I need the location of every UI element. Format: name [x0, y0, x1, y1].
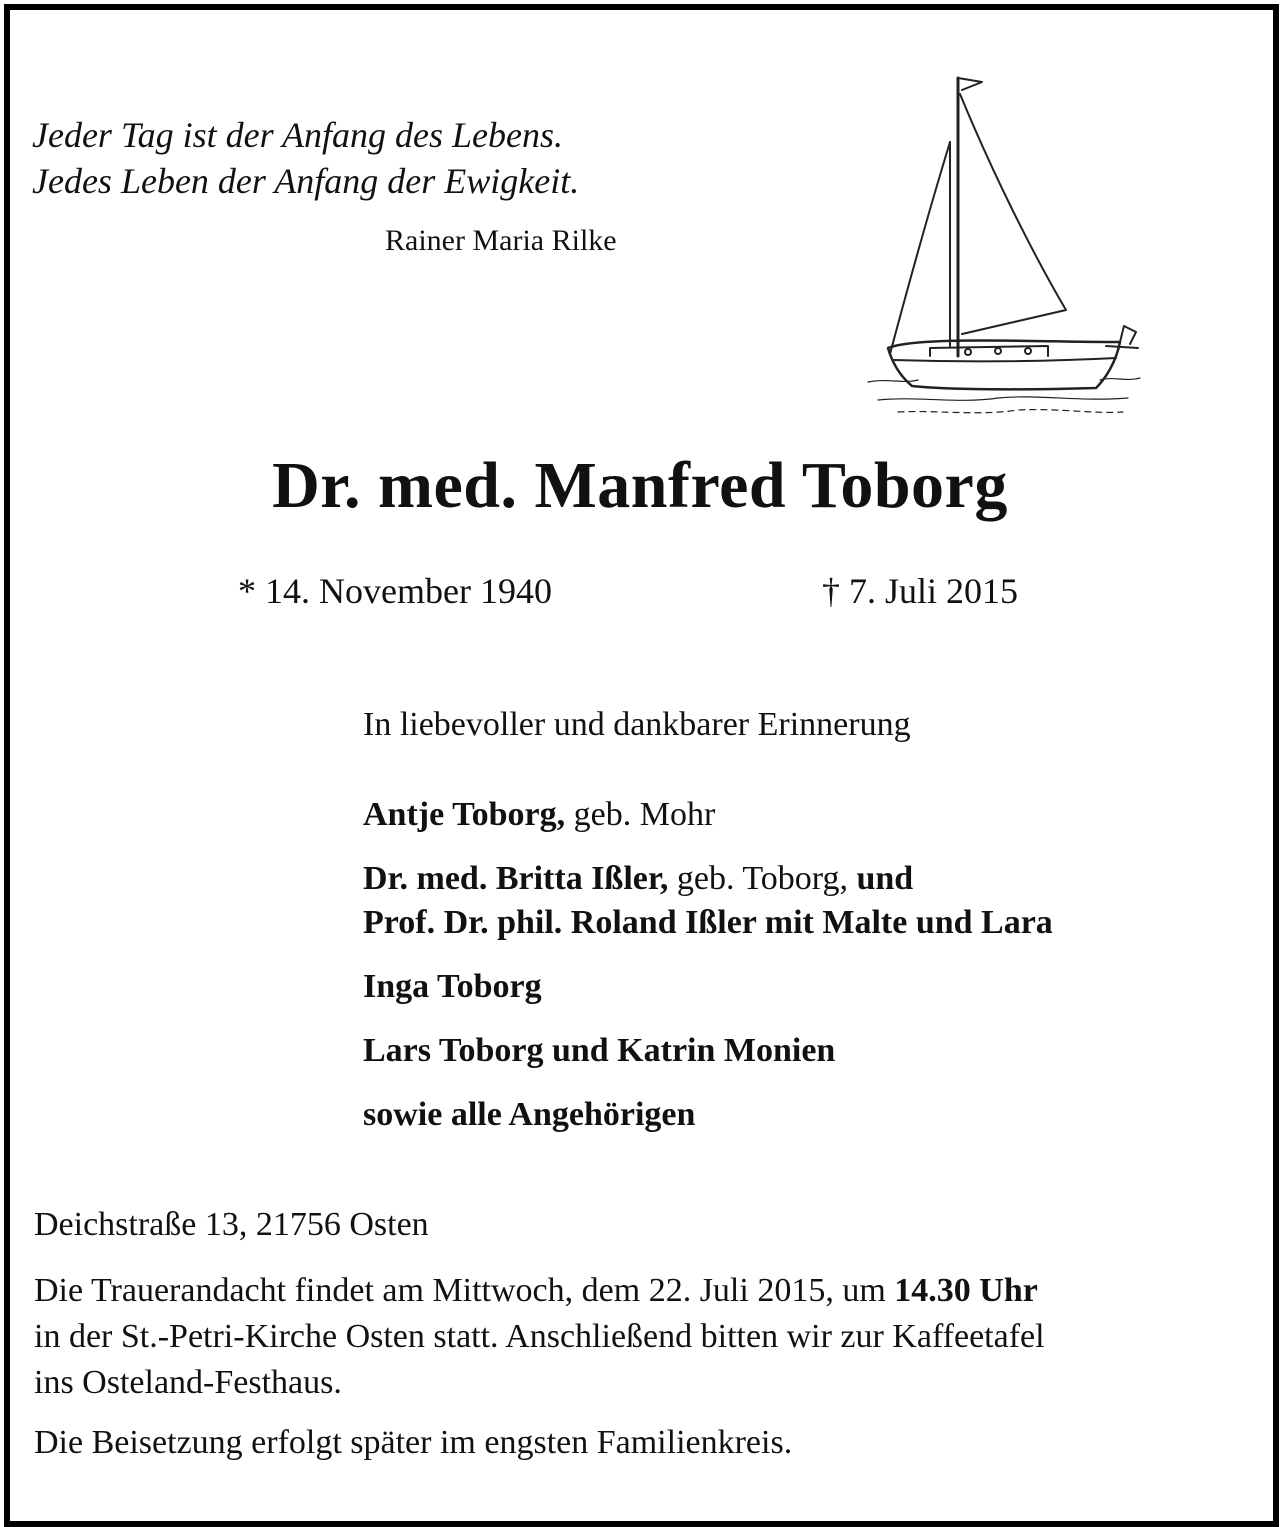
service-line-3: ins Osteland-Festhaus. — [34, 1364, 342, 1401]
family-line-4: Inga Toborg — [363, 968, 542, 1005]
family-note: geb. Mohr — [565, 796, 716, 833]
service-info — [34, 1268, 1045, 1406]
service-line-1 — [34, 1268, 1045, 1314]
birth-date: * 14. November 1940 — [238, 571, 552, 611]
memory-line: In liebevoller und dankbarer Erinnerung — [363, 706, 911, 743]
sailboat-icon — [858, 64, 1148, 424]
family-line-3: Prof. Dr. phil. Roland Ißler mit Malte und Lara — [363, 904, 1053, 941]
service-text: Die Trauerandacht findet am Mittwoch, dem 22. Juli 2015, um — [34, 1272, 895, 1309]
family-line-1 — [363, 796, 715, 834]
deceased-name: Dr. med. Manfred Toborg — [272, 449, 1008, 522]
death-date: † 7. Juli 2015 — [822, 571, 1019, 611]
address: Deichstraße 13, 21756 Osten — [34, 1206, 429, 1243]
burial-info: Die Beisetzung erfolgt später im engsten Familienkreis. — [34, 1424, 793, 1461]
family-note: geb. Toborg, — [668, 860, 857, 897]
quote-line-2: Jedes Leben der Anfang der Ewigkeit. — [32, 161, 580, 201]
service-time: 14.30 Uhr — [894, 1272, 1038, 1309]
family-name: Dr. med. Britta Ißler, — [363, 860, 669, 897]
family-name: Antje Toborg, — [363, 796, 566, 833]
quote — [32, 112, 579, 204]
service-line-2: in der St.-Petri-Kirche Osten statt. Anschließend bitten wir zur Kaffeetafel — [34, 1318, 1045, 1355]
family-line-5: Lars Toborg und Katrin Monien — [363, 1032, 836, 1069]
family-line-2 — [363, 860, 913, 898]
quote-line-1: Jeder Tag ist der Anfang des Lebens. — [32, 115, 563, 155]
family-line-6: sowie alle Angehörigen — [363, 1096, 696, 1133]
quote-author: Rainer Maria Rilke — [385, 224, 617, 257]
family-conjunction: und — [856, 860, 914, 897]
